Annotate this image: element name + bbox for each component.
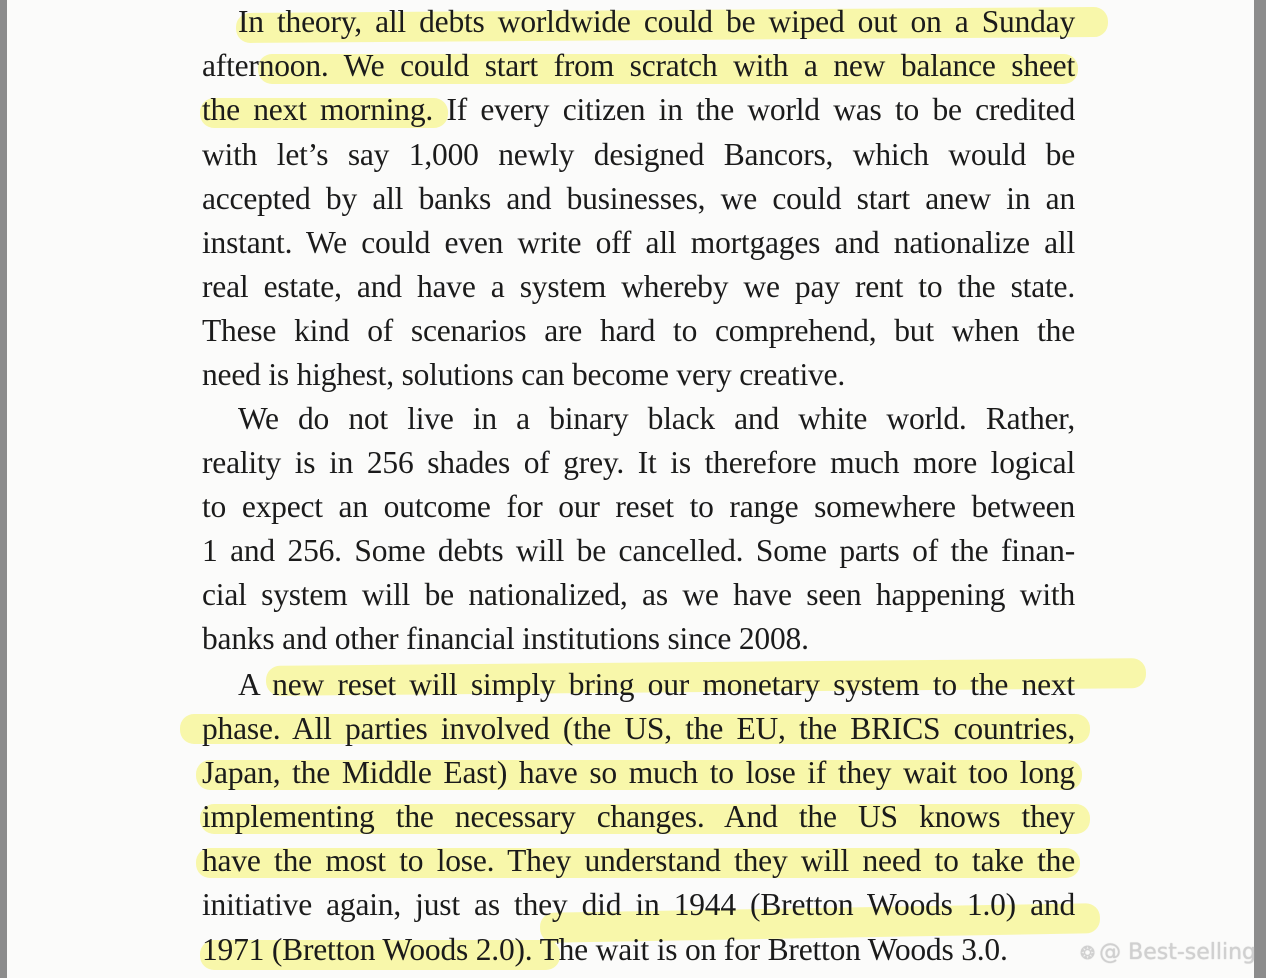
text-line: have the most to lose. They understand they will need to take the xyxy=(202,843,1075,878)
watermark-text: @ Best-selling xyxy=(1099,940,1256,965)
text-line: 1971 (Bretton Woods 2.0). The wait is on for Bretton Woods 3.0. xyxy=(202,932,1008,967)
text-line: cial system will be nationalized, as we have seen happening with xyxy=(202,577,1075,612)
text-line: to expect an outcome for our reset to range somewhere between xyxy=(202,489,1075,524)
text-line: A new reset will simply bring our monetary system to the next xyxy=(238,667,1075,702)
text-line: Japan, the Middle East) have so much to lose if they wait too long xyxy=(202,755,1075,790)
text-line: with let’s say 1,000 newly designed Bancors, which would be xyxy=(202,137,1075,172)
text-line: need is highest, solutions can become very creative. xyxy=(202,357,846,392)
text-line: implementing the necessary changes. And the US knows they xyxy=(202,799,1075,834)
text-line: instant. We could even write off all mortgages and nationalize all xyxy=(202,225,1075,260)
text-line: afternoon. We could start from scratch with a new balance sheet xyxy=(202,48,1075,83)
text-line: real estate, and have a system whereby we pay rent to the state. xyxy=(202,269,1075,304)
text-line: reality is in 256 shades of grey. It is therefore much more logical xyxy=(202,445,1075,480)
viewer-frame-left xyxy=(0,0,7,978)
text-line: accepted by all banks and businesses, we could start anew in an xyxy=(202,181,1075,216)
watermark xyxy=(1080,936,1256,970)
viewer-frame-right xyxy=(1254,0,1266,978)
weibo-logo-icon: ❂ xyxy=(1080,943,1096,964)
text-line: the next morning. If every citizen in the world was to be credited xyxy=(202,92,1075,127)
text-line: initiative again, just as they did in 1944 (Bretton Woods 1.0) and xyxy=(202,887,1075,922)
text-line: In theory, all debts worldwide could be wiped out on a Sunday xyxy=(238,4,1075,39)
text-line: phase. All parties involved (the US, the EU, the BRICS countries, xyxy=(202,711,1075,746)
text-line: We do not live in a binary black and white world. Rather, xyxy=(238,401,1075,436)
text-line: 1 and 256. Some debts will be cancelled. Some parts of the finan- xyxy=(202,533,1075,568)
text-line: These kind of scenarios are hard to comprehend, but when the xyxy=(202,313,1075,348)
text-line: banks and other financial institutions since 2008. xyxy=(202,621,809,656)
